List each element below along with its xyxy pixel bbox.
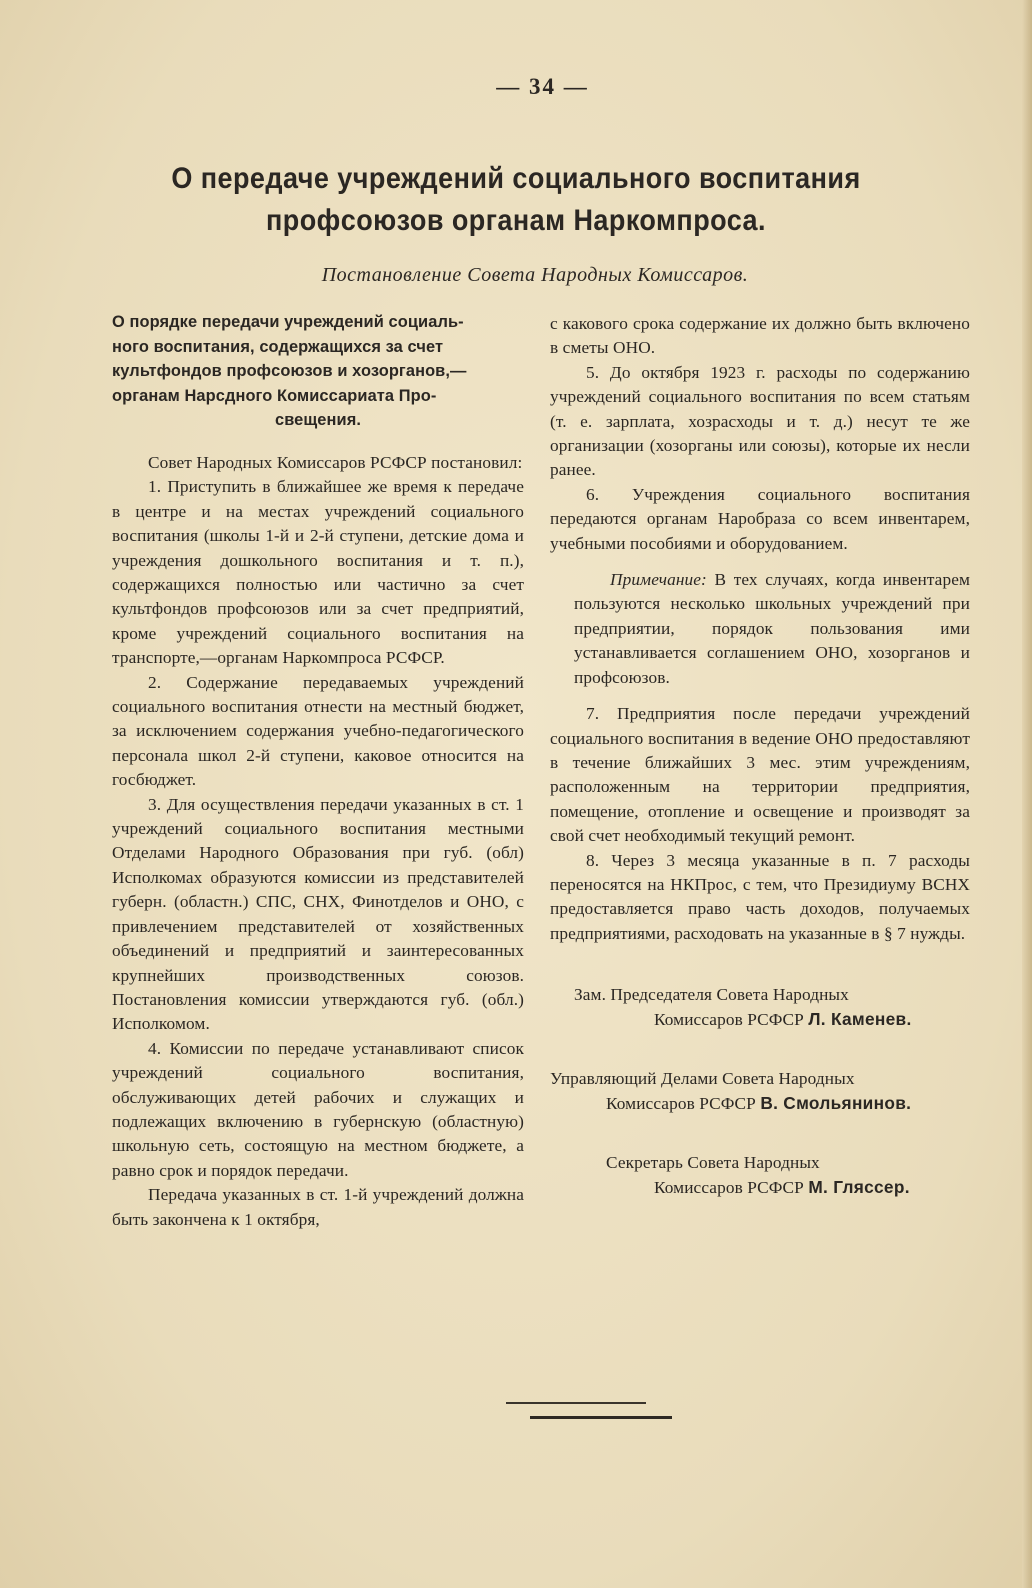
page-number: — 34 — [496,74,589,99]
heading-line: О порядке передачи учреждений социаль- [112,313,464,331]
signature-title: Комиссаров РСФСР [606,1094,756,1114]
end-rule-thick [530,1416,672,1419]
paragraph-article-7: 7. Предприятия после передачи учреждений социального воспитания в ведение ОНО предоставляют в течение ближайших 3 мес. этим учреждениям, расположенным на территории предприятия, помещение, отопление и освещение и производят за свой счет необходимый текущий ремонт. [550,704,970,846]
note-label: Примечание: [610,570,707,590]
right-column [550,312,970,1200]
signature-title: Комиссаров РСФСР [654,1010,804,1030]
decree-heading [112,310,524,433]
end-rule-thin [506,1402,646,1404]
signature-secretary [550,1150,970,1200]
paragraph-preamble: Совет Народных Комиссаров РСФСР постановил: [148,452,523,472]
signature-name: М. Гляссер. [808,1177,910,1198]
note-text: В тех случаях, когда инвентарем пользуются несколько школьных учреждений при предприятии, порядок пользования ими устанавливается соглашением ОНО, хозорганов и профсоюзов. [574,570,970,687]
paragraph-article-8: 8. Через 3 месяца указанные в п. 7 расходы переносятся на НКПрос, с тем, что Президиуму ВСНХ предоставляется право часть доходов, получаемых предприятиями, расходовать на указанные в § 7 нужды. [550,850,970,943]
page-edge [1022,0,1032,1588]
signature-manager [550,1066,970,1116]
paragraph-article-3: 3. Для осуществления передачи указанных в ст. 1 учреждений социального воспитания местными Отделами Народного Образования при губ. (обл) Исполкомах образуются комиссии из представителей губерн. (областн.) СПС, СНХ, Финотделов и ОНО, с привлечением представителей от хозяйственных объединений и предприятий и заинтересованных крупнейших производственных союзов. Постановления комиссии утверждаются губ. (обл.) Исполкомом. [112,794,524,1034]
paragraph-article-5: 5. До октября 1923 г. расходы по содержанию учреждений социального воспитания по всем статьям (т. е. зарплата, хозрасходы и т. д.) несут те же организации (хозорганы или союзы), которые их несли ранее. [550,362,970,480]
signature-deputy-chairman [550,982,970,1032]
heading-line: свещения. [274,411,362,430]
heading-line: органам Нарсдного Комиссариата Про- [112,386,437,405]
signature-title: Комиссаров РСФСР [654,1178,804,1198]
paragraph-transfer: Передача указанных в ст. 1-й учреждений должна быть закончена к 1 октября, [112,1185,524,1229]
heading-line: культфондов профсоюзов и хозорганов,— [112,362,467,381]
paragraph-article-1: 1. Приступить в ближайшее же время к передаче в центре и на местах учреждений социального воспитания (школы 1-й и 2-й ступени, детские дома и учреждения дошкольного воспитания и т. п.), содержащихся полностью или частично за счет культфондов профсоюзов или за счет предприятий, кроме учреждений социального воспитания на транспорте,—органам Наркомпроса РСФСР. [112,477,524,668]
paragraph-continuation: с каковогo срока содержание их должно быть включено в сметы ОНО. [550,314,970,358]
left-column [112,310,524,1232]
signature-title: Управляющий Делами Совета Народных [550,1069,855,1089]
paragraph-article-4: 4. Комиссии по передаче устанавливают список учреждений социального воспитания, обслуживающих детей рабочих и служащих и подлежащих включению в губернскую (областную) школьную сеть, состоящую на местном бюджете, а равно срок и порядок передачи. [112,1038,524,1180]
signature-title: Зам. Председателя Совета Народных [574,985,849,1005]
signature-title: Секретарь Совета Народных [606,1153,820,1173]
signature-name: Л. Каменев. [808,1009,912,1030]
document-title: О передаче учреждений социального воспитания профсоюзов органам Наркомпроса. [171,162,861,237]
note [550,568,970,690]
heading-line: ного воспитания, содержащихся за счет [112,337,444,356]
paragraph-article-6: 6. Учреждения социального воспитания передаются органам Наробраза со всем инвентарем, учебными пособиями и оборудованием. [550,484,970,553]
document-subtitle: Постановление Совета Народных Комиссаров. [321,264,749,286]
paragraph-article-2: 2. Содержание передаваемых учреждений социального воспитания отнести на местный бюджет, за исключением содержания учебно-педагогического персонала школ 2-й ступени, каковое относится на госбюджет. [112,672,524,790]
signature-name: В. Смольянинов. [760,1093,912,1114]
